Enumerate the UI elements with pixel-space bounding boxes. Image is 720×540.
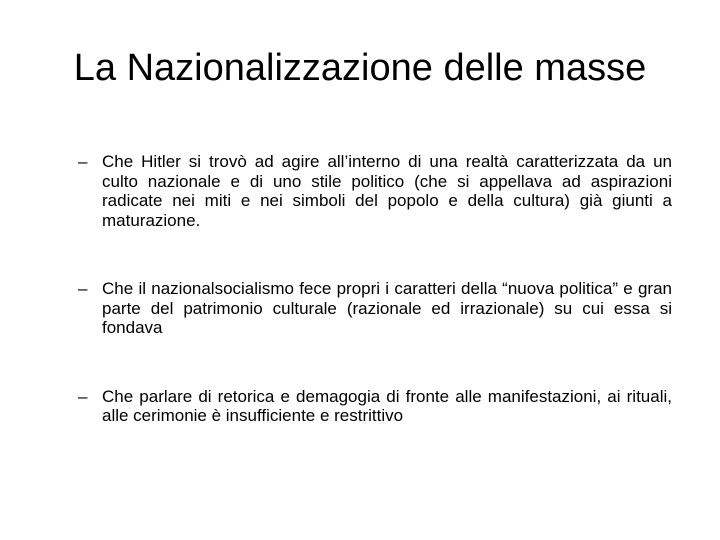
bullet-dash: – (78, 279, 88, 298)
bullet-item-1 (78, 152, 672, 230)
bullet-text: Che parlare di retorica e demagogia di fronte alle manifestazioni, ai rituali, alle cerimonie è insufficiente e restrittivo (102, 386, 672, 425)
bullet-text: Che il nazionalsocialismo fece propri i caratteri della “nuova politica” e gran parte del patrimonio culturale (razionale ed irrazionale) su cui essa si fondava (102, 279, 672, 337)
bullet-item-3 (78, 387, 672, 426)
bullet-dash: – (78, 152, 88, 171)
slide-title: La Nazionalizzazione delle masse (73, 47, 647, 89)
bullet-item-2 (78, 279, 672, 338)
bullet-list (78, 152, 672, 426)
bullet-dash: – (78, 386, 88, 406)
bullet-text: Che Hitler si trovò ad agire all’interno di una realtà caratterizzata da un culto nazionale e di uno stile politico (che si appellava ad aspirazioni radicate nei miti e nei simboli del popolo e della cultura) già giunti a maturazione. (102, 152, 672, 230)
